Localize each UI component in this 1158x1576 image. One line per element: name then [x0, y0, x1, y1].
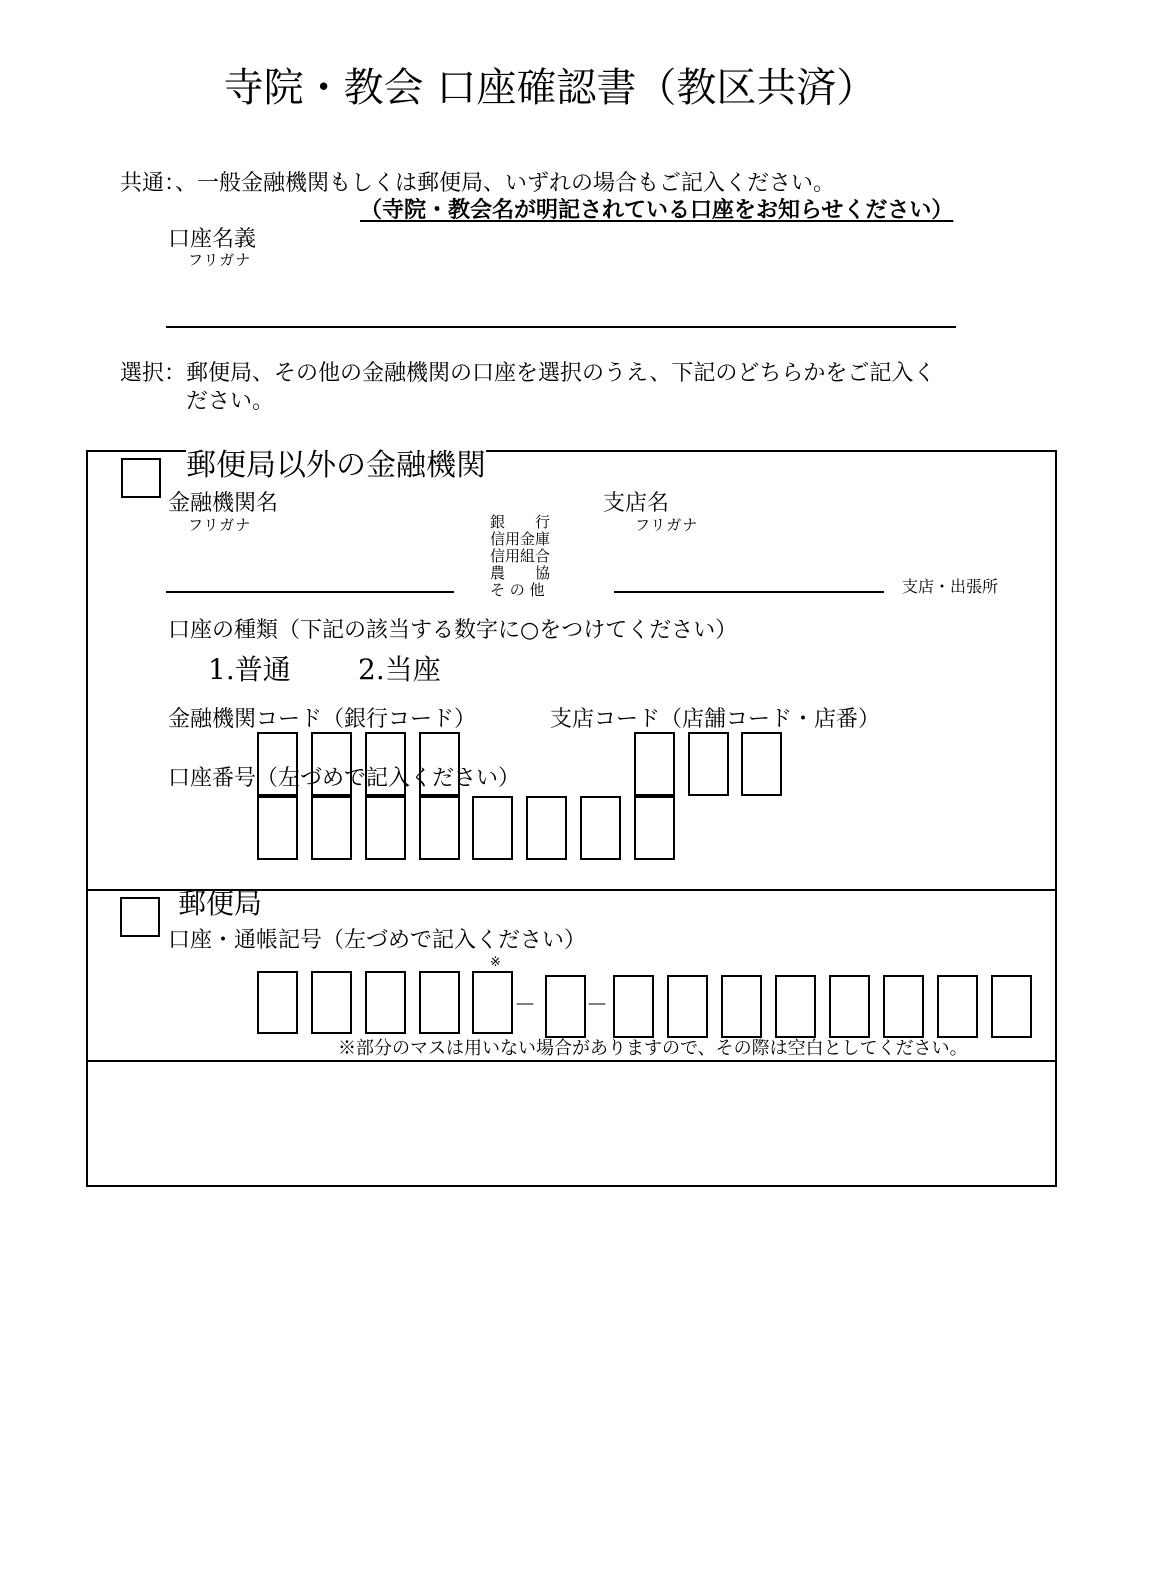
passbook-number-digit-box[interactable]	[829, 975, 870, 1038]
common-instruction: 共通：、一般金融機関もしくは郵便局、いずれの場合もご記入ください。	[120, 171, 836, 196]
branch-name-label: 支店名	[603, 491, 670, 516]
passbook-symbol-digit-box[interactable]	[419, 971, 460, 1034]
select-instruction-line2: ださい。	[186, 389, 275, 414]
institution-type-nokyo: 農 協	[490, 564, 551, 582]
passbook-middle-digit-box[interactable]	[545, 975, 586, 1038]
branch-code-digit-box[interactable]	[741, 732, 782, 796]
institution-name-label: 金融機関名	[168, 491, 279, 516]
bank-code-label: 金融機関コード（銀行コード）	[168, 707, 477, 732]
account-number-digit-box[interactable]	[311, 796, 352, 860]
account-type-option-toza[interactable]: 2.当座	[358, 653, 441, 686]
institution-type-list	[490, 514, 550, 599]
institution-type-shinkin: 信用金庫	[490, 530, 551, 548]
passbook-symbol-digit-box[interactable]	[257, 971, 298, 1034]
dash-separator: －	[586, 993, 609, 1018]
bank-code-digit-box[interactable]	[257, 732, 298, 797]
blank-box-note: ※部分のマスは用いない場合がありますので、その際は空白としてください。	[338, 1038, 968, 1059]
page-title: 寺院・教会 口座確認書（教区共済）	[223, 65, 877, 111]
bank-code-digit-box[interactable]	[365, 732, 406, 797]
passbook-symbol-digit-box[interactable]	[365, 971, 406, 1034]
institution-type-other: そ の 他	[490, 581, 545, 599]
institution-furigana-label: フリガナ	[188, 516, 252, 534]
branch-suffix: 支店・出張所	[902, 577, 999, 596]
bank-section-heading: 郵便局以外の金融機関	[186, 440, 486, 484]
passbook-symbol-digit-box-optional[interactable]	[472, 971, 513, 1034]
passbook-number-digit-box[interactable]	[721, 975, 762, 1038]
institution-type-kumiai: 信用組合	[490, 547, 551, 565]
passbook-number-digit-box[interactable]	[883, 975, 924, 1038]
passbook-number-digit-box[interactable]	[937, 975, 978, 1038]
institution-name-input-line[interactable]	[166, 591, 454, 593]
bank-checkbox[interactable]	[121, 458, 161, 498]
dash-separator: －	[514, 993, 537, 1018]
post-office-section-heading: 郵便局	[178, 887, 263, 920]
bank-code-digit-box[interactable]	[419, 732, 460, 797]
account-holder-furigana-label: フリガナ	[188, 251, 252, 269]
account-number-digit-box[interactable]	[257, 796, 298, 860]
branch-furigana-label: フリガナ	[635, 516, 699, 534]
account-type-label: 口座の種類（下記の該当する数字に○をつけてください）	[168, 618, 738, 643]
section-divider-bottom	[86, 1060, 1057, 1062]
account-number-digit-box[interactable]	[580, 796, 621, 860]
institution-type-bank: 銀 行	[490, 513, 551, 531]
account-number-digit-box[interactable]	[472, 796, 513, 860]
passbook-number-digit-box[interactable]	[667, 975, 708, 1038]
branch-code-digit-box[interactable]	[688, 732, 729, 796]
account-number-label: 口座番号（左づめで記入ください）	[168, 766, 521, 791]
passbook-number-label: 口座・通帳記号（左づめで記入ください）	[168, 928, 587, 953]
passbook-number-digit-box[interactable]	[991, 975, 1032, 1038]
account-number-digit-box[interactable]	[526, 796, 567, 860]
common-note: （寺院・教会名が明記されている口座をお知らせください）	[360, 197, 954, 223]
asterisk-marker: ※	[490, 955, 501, 970]
bank-code-digit-box[interactable]	[311, 732, 352, 797]
passbook-number-digit-box[interactable]	[775, 975, 816, 1038]
passbook-number-digit-box[interactable]	[613, 975, 654, 1038]
passbook-symbol-digit-box[interactable]	[311, 971, 352, 1034]
form-frame	[86, 450, 1057, 1187]
account-holder-label: 口座名義	[168, 227, 257, 252]
branch-code-label: 支店コード（店舗コード・店番）	[550, 707, 881, 732]
account-number-digit-box[interactable]	[419, 796, 460, 860]
account-type-option-futsu[interactable]: 1.普通	[208, 653, 291, 686]
account-holder-input-line[interactable]	[166, 326, 956, 328]
account-number-digit-box[interactable]	[365, 796, 406, 860]
branch-name-input-line[interactable]	[614, 591, 884, 593]
select-instruction-line1: 選択：郵便局、その他の金融機関の口座を選択のうえ、下記のどちらかをご記入く	[120, 361, 936, 386]
account-number-digit-box[interactable]	[634, 796, 675, 860]
post-office-checkbox[interactable]	[120, 897, 160, 937]
branch-code-digit-box[interactable]	[634, 732, 675, 797]
